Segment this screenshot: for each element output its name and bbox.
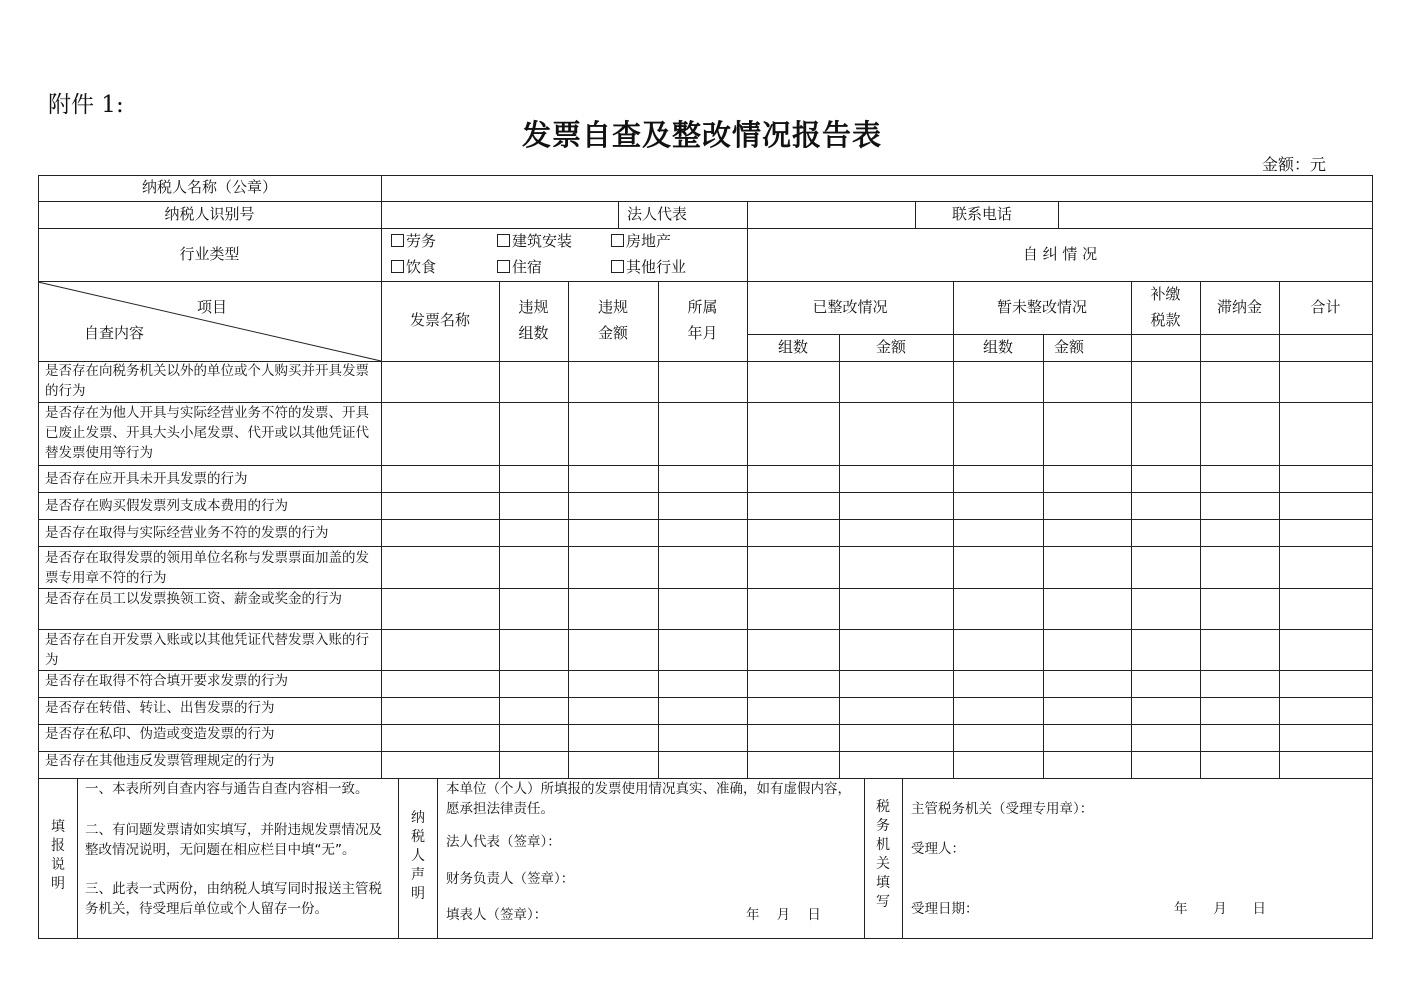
legal-rep-field[interactable] bbox=[749, 203, 914, 227]
note-2: 二、有问题发票请如实填写，并附违规发票情况及整改情况说明，无问题在相应栏目中填“无”。 bbox=[85, 822, 382, 858]
tax-office-label: 税务机关填写 bbox=[876, 799, 890, 910]
col-violation-amount-2: 金额 bbox=[597, 324, 628, 342]
col-supplementary-tax-2: 税款 bbox=[1150, 311, 1181, 329]
industry-option-construction[interactable]: 建筑安装 bbox=[497, 231, 572, 251]
row-label-11: 是否存在私印、伪造或变造发票的行为 bbox=[45, 726, 275, 742]
declaration-text: 本单位（个人）所填报的发票使用情况真实、准确，如有虚假内容，愿承担法律责任。 bbox=[446, 781, 851, 817]
taxpayer-id-label: 纳税人识别号 bbox=[164, 205, 255, 223]
row-label-9: 是否存在取得不符合填开要求发票的行为 bbox=[45, 673, 288, 689]
col-invoice-name: 发票名称 bbox=[409, 311, 470, 329]
item-label: 项目 bbox=[197, 298, 228, 316]
col-violation-groups-1: 违规 bbox=[518, 298, 549, 316]
phone-label: 联系电话 bbox=[952, 205, 1013, 223]
row-label-8: 是否存在自开发票入账或以其他凭证代替发票入账的行为 bbox=[45, 632, 369, 668]
amount-unit: 金额：元 bbox=[1262, 155, 1327, 174]
col-period-2: 年月 bbox=[687, 324, 718, 342]
row-label-12: 是否存在其他违反发票管理规定的行为 bbox=[45, 753, 275, 769]
fill-notes-label: 填报说明 bbox=[51, 819, 65, 892]
filler-signature: 填表人（签章）： bbox=[446, 907, 548, 923]
row-label-2: 是否存在为他人开具与实际经营业务不符的发票、开具已废止发票、开具大头小尾发票、代开或以其他凭证代替发票使用等行为 bbox=[45, 405, 369, 461]
col-violation-amount-1: 违规 bbox=[597, 298, 628, 316]
checkbox-icon bbox=[611, 234, 624, 247]
receive-date: 年 月 日 bbox=[1174, 901, 1266, 917]
col-rectified-amount: 金额 bbox=[876, 338, 907, 356]
note-1: 一、本表所列自查内容与通告自查内容相一致。 bbox=[85, 781, 369, 797]
taxpayer-name-field[interactable] bbox=[383, 177, 1371, 201]
receiver-label: 受理人： bbox=[911, 841, 965, 857]
attachment-label: 附件 1: bbox=[48, 92, 124, 118]
col-rectified: 已整改情况 bbox=[812, 298, 888, 316]
checkbox-icon bbox=[497, 234, 510, 247]
col-supplementary-tax-1: 补缴 bbox=[1150, 285, 1181, 303]
taxpayer-id-field[interactable] bbox=[383, 203, 617, 227]
row-label-1: 是否存在向税务机关以外的单位或个人购买并开具发票的行为 bbox=[45, 363, 369, 399]
row-label-6: 是否存在取得发票的领用单位名称与发票票面加盖的发票专用章不符的行为 bbox=[45, 550, 369, 586]
col-period-1: 所属 bbox=[687, 298, 718, 316]
industry-option-catering[interactable]: 饮食 bbox=[391, 257, 436, 277]
col-not-rectified-amount: 金额 bbox=[1054, 338, 1085, 356]
col-rectified-groups: 组数 bbox=[777, 338, 808, 356]
legal-rep-signature: 法人代表（签章）： bbox=[446, 834, 561, 850]
declaration-label: 纳税人声明 bbox=[411, 810, 425, 902]
checkbox-icon bbox=[611, 260, 624, 273]
taxpayer-name-label: 纳税人名称（公章） bbox=[141, 178, 277, 196]
checkbox-icon bbox=[497, 260, 510, 273]
tax-office-seal: 主管税务机关（受理专用章）： bbox=[911, 801, 1094, 817]
row-label-7: 是否存在员工以发票换领工资、薪金或奖金的行为 bbox=[45, 591, 342, 607]
phone-field[interactable] bbox=[1060, 203, 1371, 227]
row-label-3: 是否存在应开具未开具发票的行为 bbox=[45, 471, 248, 487]
receive-date-label: 受理日期： bbox=[911, 901, 979, 917]
note-3: 三、此表一式两份，由纳税人填写同时报送主管税务机关，待受理后单位或个人留存一份。 bbox=[85, 881, 382, 917]
content-label: 自查内容 bbox=[84, 324, 145, 342]
industry-label: 行业类型 bbox=[179, 245, 240, 263]
row-label-4: 是否存在购买假发票列支成本费用的行为 bbox=[45, 498, 288, 514]
col-total: 合计 bbox=[1310, 298, 1341, 316]
industry-option-labor[interactable]: 劳务 bbox=[391, 231, 436, 251]
checkbox-icon bbox=[391, 260, 404, 273]
col-violation-groups-2: 组数 bbox=[518, 324, 549, 342]
col-not-rectified: 暂未整改情况 bbox=[996, 298, 1087, 316]
col-not-rectified-groups: 组数 bbox=[982, 338, 1013, 356]
declaration-date: 年 月 日 bbox=[746, 907, 821, 923]
legal-rep-label: 法人代表 bbox=[627, 205, 688, 223]
industry-option-other[interactable]: 其他行业 bbox=[611, 257, 686, 277]
checkbox-icon bbox=[391, 234, 404, 247]
page-title: 发票自查及整改情况报告表 bbox=[521, 118, 882, 152]
row-label-10: 是否存在转借、转让、出售发票的行为 bbox=[45, 700, 275, 716]
finance-signature: 财务负责人（签章）： bbox=[446, 871, 575, 887]
industry-option-real-estate[interactable]: 房地产 bbox=[611, 231, 671, 251]
row-label-5: 是否存在取得与实际经营业务不符的发票的行为 bbox=[45, 525, 329, 541]
industry-option-lodging[interactable]: 住宿 bbox=[497, 257, 542, 277]
self-correction-label: 自 纠 情 况 bbox=[1022, 245, 1098, 263]
col-late-fee: 滞纳金 bbox=[1216, 298, 1262, 316]
